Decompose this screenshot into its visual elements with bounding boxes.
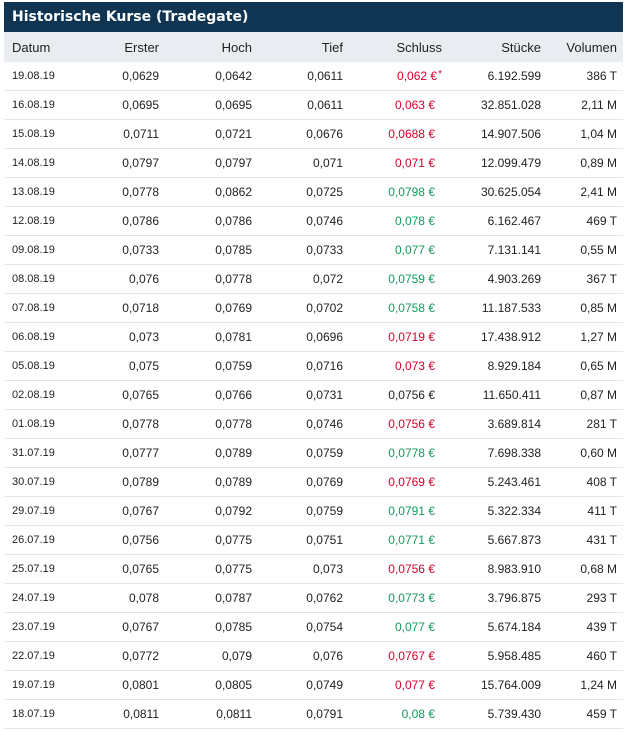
- cell-date: 24.07.19: [4, 584, 100, 613]
- cell-volume: 281 T: [547, 410, 623, 439]
- cell-high: 0,0775: [165, 555, 258, 584]
- cell-first: 0,0767: [100, 497, 165, 526]
- cell-pieces: 17.438.912: [448, 323, 547, 352]
- cell-pieces: 5.958.485: [448, 642, 547, 671]
- cell-high: 0,0759: [165, 352, 258, 381]
- cell-close: [349, 497, 448, 526]
- cell-first: 0,0778: [100, 178, 165, 207]
- cell-first: 0,0765: [100, 555, 165, 584]
- cell-first: 0,073: [100, 323, 165, 352]
- cell-close: [349, 323, 448, 352]
- column-header-row: [4, 32, 623, 62]
- cell-volume: 1,04 M: [547, 120, 623, 149]
- cell-close: [349, 178, 448, 207]
- cell-low: 0,0749: [258, 671, 349, 700]
- cell-volume: 459 T: [547, 700, 623, 729]
- cell-date: 06.08.19: [4, 323, 100, 352]
- cell-high: 0,0766: [165, 381, 258, 410]
- cell-pieces: 12.099.479: [448, 149, 547, 178]
- table-row: [4, 613, 623, 642]
- cell-low: 0,0751: [258, 526, 349, 555]
- historical-prices-table: [4, 32, 623, 729]
- table-row: [4, 323, 623, 352]
- cell-pieces: 32.851.028: [448, 91, 547, 120]
- column-header-high[interactable]: Hoch: [165, 32, 258, 62]
- table-row: [4, 91, 623, 120]
- cell-low: 0,0746: [258, 410, 349, 439]
- table-row: [4, 642, 623, 671]
- table-row: [4, 584, 623, 613]
- cell-volume: 411 T: [547, 497, 623, 526]
- cell-volume: 1,27 M: [547, 323, 623, 352]
- cell-low: 0,0611: [258, 91, 349, 120]
- cell-volume: 469 T: [547, 207, 623, 236]
- cell-date: 05.08.19: [4, 352, 100, 381]
- cell-low: 0,073: [258, 555, 349, 584]
- column-header-low[interactable]: Tief: [258, 32, 349, 62]
- cell-low: 0,0769: [258, 468, 349, 497]
- table-row: [4, 555, 623, 584]
- cell-low: 0,0746: [258, 207, 349, 236]
- close-value: 0,0771 €: [388, 533, 435, 547]
- cell-first: 0,0778: [100, 410, 165, 439]
- cell-low: 0,0702: [258, 294, 349, 323]
- cell-pieces: 6.162.467: [448, 207, 547, 236]
- cell-pieces: 5.739.430: [448, 700, 547, 729]
- cell-close: [349, 294, 448, 323]
- cell-first: 0,076: [100, 265, 165, 294]
- cell-close: [349, 265, 448, 294]
- cell-pieces: 11.187.533: [448, 294, 547, 323]
- cell-pieces: 30.625.054: [448, 178, 547, 207]
- close-value: 0,0719 €: [388, 330, 435, 344]
- table-row: [4, 410, 623, 439]
- cell-date: 13.08.19: [4, 178, 100, 207]
- cell-close: [349, 700, 448, 729]
- cell-close: [349, 555, 448, 584]
- cell-volume: 0,65 M: [547, 352, 623, 381]
- close-value: 0,077 €: [394, 678, 435, 692]
- table-row: [4, 178, 623, 207]
- cell-close: [349, 62, 448, 91]
- cell-low: 0,0759: [258, 497, 349, 526]
- cell-pieces: 5.243.461: [448, 468, 547, 497]
- cell-high: 0,0781: [165, 323, 258, 352]
- cell-first: 0,0718: [100, 294, 165, 323]
- cell-date: 09.08.19: [4, 236, 100, 265]
- cell-first: 0,078: [100, 584, 165, 613]
- close-value: 0,0767 €: [388, 649, 435, 663]
- close-value: 0,0756 €: [388, 417, 435, 431]
- cell-high: 0,0785: [165, 613, 258, 642]
- cell-high: 0,0787: [165, 584, 258, 613]
- cell-close: [349, 584, 448, 613]
- cell-date: 31.07.19: [4, 439, 100, 468]
- cell-close: [349, 91, 448, 120]
- column-header-pieces[interactable]: Stücke: [448, 32, 547, 62]
- close-value: 0,062 €: [397, 69, 438, 83]
- close-value: 0,0773 €: [388, 591, 435, 605]
- cell-volume: 431 T: [547, 526, 623, 555]
- cell-close: [349, 671, 448, 700]
- table-body: [4, 62, 623, 729]
- cell-close: [349, 381, 448, 410]
- cell-volume: 0,68 M: [547, 555, 623, 584]
- column-header-close[interactable]: Schluss: [349, 32, 448, 62]
- cell-high: 0,0792: [165, 497, 258, 526]
- close-value: 0,0756 €: [388, 562, 435, 576]
- cell-close: [349, 149, 448, 178]
- cell-low: 0,072: [258, 265, 349, 294]
- close-value: 0,077 €: [394, 620, 435, 634]
- table-row: [4, 439, 623, 468]
- cell-date: 18.07.19: [4, 700, 100, 729]
- cell-date: 02.08.19: [4, 381, 100, 410]
- cell-volume: 0,60 M: [547, 439, 623, 468]
- historical-prices-panel: [4, 2, 623, 729]
- close-value: 0,073 €: [394, 359, 435, 373]
- cell-low: 0,0725: [258, 178, 349, 207]
- cell-low: 0,0733: [258, 236, 349, 265]
- cell-low: 0,0759: [258, 439, 349, 468]
- cell-low: 0,0754: [258, 613, 349, 642]
- table-row: [4, 352, 623, 381]
- cell-high: 0,079: [165, 642, 258, 671]
- cell-date: 07.08.19: [4, 294, 100, 323]
- cell-close: [349, 468, 448, 497]
- cell-close: [349, 410, 448, 439]
- cell-pieces: 11.650.411: [448, 381, 547, 410]
- table-row: [4, 149, 623, 178]
- cell-close: [349, 613, 448, 642]
- cell-high: 0,0642: [165, 62, 258, 91]
- cell-first: 0,0786: [100, 207, 165, 236]
- cell-date: 14.08.19: [4, 149, 100, 178]
- cell-low: 0,0611: [258, 62, 349, 91]
- cell-date: 01.08.19: [4, 410, 100, 439]
- cell-volume: 0,89 M: [547, 149, 623, 178]
- close-value: 0,0756 €: [388, 388, 435, 402]
- cell-volume: 293 T: [547, 584, 623, 613]
- cell-volume: 408 T: [547, 468, 623, 497]
- column-header-date[interactable]: Datum: [4, 32, 100, 62]
- close-value: 0,0791 €: [388, 504, 435, 518]
- table-row: [4, 62, 623, 91]
- cell-pieces: 3.796.875: [448, 584, 547, 613]
- cell-low: 0,0762: [258, 584, 349, 613]
- close-value: 0,077 €: [394, 243, 435, 257]
- cell-pieces: 5.674.184: [448, 613, 547, 642]
- cell-low: 0,076: [258, 642, 349, 671]
- cell-date: 19.07.19: [4, 671, 100, 700]
- cell-low: 0,071: [258, 149, 349, 178]
- cell-date: 23.07.19: [4, 613, 100, 642]
- table-row: [4, 468, 623, 497]
- realtime-marker: *: [438, 69, 442, 80]
- cell-date: 30.07.19: [4, 468, 100, 497]
- cell-first: 0,0797: [100, 149, 165, 178]
- cell-high: 0,0695: [165, 91, 258, 120]
- cell-close: [349, 207, 448, 236]
- cell-low: 0,0696: [258, 323, 349, 352]
- cell-volume: 386 T: [547, 62, 623, 91]
- cell-first: 0,0629: [100, 62, 165, 91]
- table-row: [4, 120, 623, 149]
- cell-pieces: 5.667.873: [448, 526, 547, 555]
- table-row: [4, 526, 623, 555]
- cell-date: 12.08.19: [4, 207, 100, 236]
- table-row: [4, 207, 623, 236]
- cell-high: 0,0775: [165, 526, 258, 555]
- cell-low: 0,0716: [258, 352, 349, 381]
- close-value: 0,078 €: [394, 214, 435, 228]
- panel-title: Historische Kurse (Tradegate): [4, 2, 623, 32]
- cell-close: [349, 352, 448, 381]
- cell-date: 26.07.19: [4, 526, 100, 555]
- close-value: 0,071 €: [394, 156, 435, 170]
- cell-pieces: 3.689.814: [448, 410, 547, 439]
- table-row: [4, 381, 623, 410]
- table-row: [4, 671, 623, 700]
- cell-high: 0,0785: [165, 236, 258, 265]
- cell-close: [349, 526, 448, 555]
- cell-low: 0,0676: [258, 120, 349, 149]
- cell-first: 0,0695: [100, 91, 165, 120]
- close-value: 0,0759 €: [388, 272, 435, 286]
- cell-date: 29.07.19: [4, 497, 100, 526]
- close-value: 0,0769 €: [388, 475, 435, 489]
- cell-pieces: 7.131.141: [448, 236, 547, 265]
- cell-date: 16.08.19: [4, 91, 100, 120]
- close-value: 0,0778 €: [388, 446, 435, 460]
- cell-first: 0,0767: [100, 613, 165, 642]
- cell-volume: 0,85 M: [547, 294, 623, 323]
- cell-high: 0,0778: [165, 265, 258, 294]
- cell-pieces: 14.907.506: [448, 120, 547, 149]
- cell-close: [349, 642, 448, 671]
- cell-date: 25.07.19: [4, 555, 100, 584]
- close-value: 0,0798 €: [388, 185, 435, 199]
- table-row: [4, 700, 623, 729]
- cell-volume: 1,24 M: [547, 671, 623, 700]
- cell-close: [349, 439, 448, 468]
- table-row: [4, 294, 623, 323]
- cell-high: 0,0811: [165, 700, 258, 729]
- cell-first: 0,0711: [100, 120, 165, 149]
- cell-date: 22.07.19: [4, 642, 100, 671]
- cell-volume: 0,55 M: [547, 236, 623, 265]
- cell-high: 0,0786: [165, 207, 258, 236]
- close-value: 0,08 €: [401, 707, 435, 721]
- cell-high: 0,0862: [165, 178, 258, 207]
- cell-volume: 367 T: [547, 265, 623, 294]
- close-value: 0,0758 €: [388, 301, 435, 315]
- cell-high: 0,0789: [165, 439, 258, 468]
- cell-date: 15.08.19: [4, 120, 100, 149]
- table-row: [4, 497, 623, 526]
- cell-pieces: 15.764.009: [448, 671, 547, 700]
- cell-first: 0,0765: [100, 381, 165, 410]
- cell-first: 0,0756: [100, 526, 165, 555]
- cell-close: [349, 120, 448, 149]
- cell-first: 0,0811: [100, 700, 165, 729]
- column-header-volume[interactable]: Volumen: [547, 32, 623, 62]
- cell-date: 19.08.19: [4, 62, 100, 91]
- table-row: [4, 236, 623, 265]
- cell-first: 0,0777: [100, 439, 165, 468]
- table-row: [4, 265, 623, 294]
- cell-high: 0,0789: [165, 468, 258, 497]
- cell-close: [349, 236, 448, 265]
- cell-pieces: 6.192.599: [448, 62, 547, 91]
- cell-volume: 0,87 M: [547, 381, 623, 410]
- cell-pieces: 5.322.334: [448, 497, 547, 526]
- cell-first: 0,0801: [100, 671, 165, 700]
- cell-volume: 2,41 M: [547, 178, 623, 207]
- cell-high: 0,0797: [165, 149, 258, 178]
- cell-pieces: 8.983.910: [448, 555, 547, 584]
- cell-pieces: 8.929.184: [448, 352, 547, 381]
- cell-volume: 439 T: [547, 613, 623, 642]
- cell-first: 0,0789: [100, 468, 165, 497]
- close-value: 0,0688 €: [388, 127, 435, 141]
- cell-high: 0,0769: [165, 294, 258, 323]
- cell-low: 0,0791: [258, 700, 349, 729]
- cell-date: 08.08.19: [4, 265, 100, 294]
- cell-low: 0,0731: [258, 381, 349, 410]
- cell-volume: 2,11 M: [547, 91, 623, 120]
- column-header-first[interactable]: Erster: [100, 32, 165, 62]
- close-value: 0,063 €: [394, 98, 435, 112]
- cell-first: 0,0733: [100, 236, 165, 265]
- cell-pieces: 7.698.338: [448, 439, 547, 468]
- cell-high: 0,0805: [165, 671, 258, 700]
- cell-high: 0,0778: [165, 410, 258, 439]
- cell-first: 0,0772: [100, 642, 165, 671]
- cell-first: 0,075: [100, 352, 165, 381]
- cell-pieces: 4.903.269: [448, 265, 547, 294]
- cell-volume: 460 T: [547, 642, 623, 671]
- cell-high: 0,0721: [165, 120, 258, 149]
